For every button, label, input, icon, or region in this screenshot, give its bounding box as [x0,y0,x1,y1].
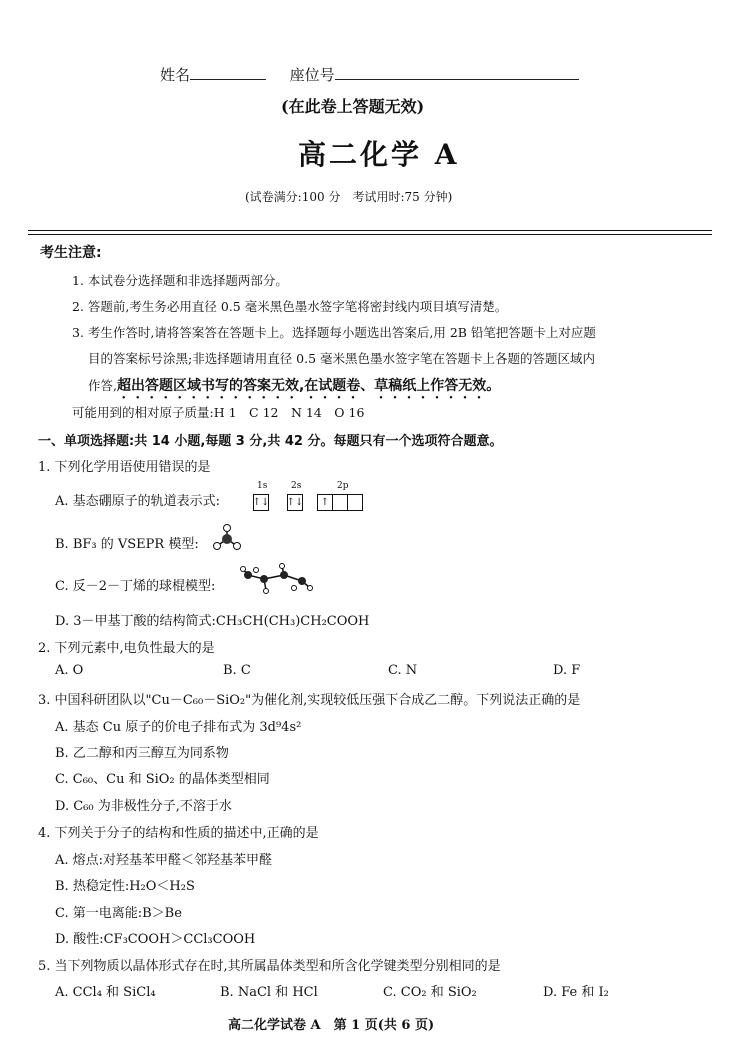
divider-top [28,230,712,231]
seat-label: 座位号 [289,66,335,84]
ball-stick-model-image [240,563,316,597]
q2-option-d: D. F [553,663,581,678]
q2-option-c: C. N [388,663,418,678]
q1-option-a [55,490,220,509]
orbital-box-2p-2 [332,494,348,511]
q5-option-a: A. CCl₄ 和 SiCl₄ [55,985,156,1000]
orbital-box-2p-1: ↑ [317,494,333,511]
orbital-box-1s: ↑↓ [253,494,269,511]
orbital-label-1s: 1s [257,481,268,491]
orbital-box-2s: ↑↓ [287,494,303,511]
q3-stem: 3. 中国科研团队以"Cu－C₆₀－SiO₂"为催化剂,实现较低压强下合成乙二醇。下列说法正确的是 [38,693,581,708]
notice-item-3-line3 [88,375,500,402]
q4-option-a: A. 熔点:对羟基苯甲醛＜邻羟基苯甲醛 [55,853,273,868]
orbital-label-2p: 2p [337,481,349,491]
q1-option-a-text: A. 基态硼原子的轨道表示式: [55,494,221,509]
notice-item-3-line3-a: 作答, [88,378,117,393]
q3-option-a: A. 基态 Cu 原子的价电子排布式为 3d⁹4s² [55,720,302,735]
seat-blank[interactable] [335,65,579,80]
q2-stem: 2. 下列元素中,电负性最大的是 [38,641,215,656]
q1-option-d: D. 3－甲基丁酸的结构简式:CH₃CH(CH₃)CH₂COOH [55,614,370,629]
q3-option-d: D. C₆₀ 为非极性分子,不溶于水 [55,799,232,814]
notice-item-3-line1: 3. 考生作答时,请将答案答在答题卡上。选择题每小题选出答案后,用 2B 铅笔把答题卡上对应题 [72,325,596,340]
q5-option-c: C. CO₂ 和 SiO₂ [383,985,477,1000]
exam-subtitle: (试卷满分:100 分 考试用时:75 分钟) [245,190,453,204]
orbital-label-2s: 2s [291,481,302,491]
name-field-row [160,64,579,85]
q3-option-c: C. C₆₀、Cu 和 SiO₂ 的晶体类型相同 [55,772,270,787]
q1-stem: 1. 下列化学用语使用错误的是 [38,460,211,475]
notice-item-1: 1. 本试卷分选择题和非选择题两部分。 [72,273,288,288]
page-footer: 高二化学试卷 A 第 1 页(共 6 页) [228,1018,435,1033]
invalid-note: (在此卷上答题无效) [281,97,425,116]
q3-option-b: B. 乙二醇和丙三醇互为同系物 [55,746,229,761]
q5-option-b: B. NaCl 和 HCl [220,985,318,1000]
orbital-box-2p-3 [347,494,363,511]
q4-option-d: D. 酸性:CF₃COOH＞CCl₃COOH [55,932,256,947]
notice-item-2: 2. 答题前,考生务必用直径 0.5 毫米黑色墨水签字笔将密封线内项目填写清楚。 [72,299,508,314]
page-title: 高二化学 A [298,138,460,171]
q4-stem: 4. 下列关于分子的结构和性质的描述中,正确的是 [38,826,319,841]
q5-option-d: D. Fe 和 I₂ [543,985,609,1000]
name-blank[interactable] [190,65,266,80]
q4-option-b: B. 热稳定性:H₂O＜H₂S [55,879,195,894]
q5-stem: 5. 当下列物质以晶体形式存在时,其所属晶体类型和所含化学键类型分别相同的是 [38,959,501,974]
q2-option-b: B. C [223,663,251,678]
divider-bottom [28,234,712,235]
vsepr-model-image [212,524,242,554]
q1-option-b: B. BF₃ 的 VSEPR 模型: [55,537,199,552]
notice-heading: 考生注意: [40,245,102,261]
q2-option-a: A. O [55,663,84,678]
notice-item-3-line2: 目的答案标号涂黑;非选择题请用直径 0.5 毫米黑色墨水签字笔在答题卡上各题的答题区域内 [88,351,596,366]
q4-option-c: C. 第一电离能:B＞Be [55,906,182,921]
atomic-mass-line: 可能用到的相对原子质量:H 1 C 12 N 14 O 16 [72,405,365,420]
name-label: 姓名 [160,66,191,84]
q1-option-c: C. 反－2－丁烯的球棍模型: [55,579,216,594]
section1-heading: 一、单项选择题:共 14 小题,每题 3 分,共 42 分。每题只有一个选项符合题意。 [38,434,503,449]
notice-emphasis: 超出答题区域书写的答案无效,在试题卷、草稿纸上作答无效。 [116,378,501,394]
